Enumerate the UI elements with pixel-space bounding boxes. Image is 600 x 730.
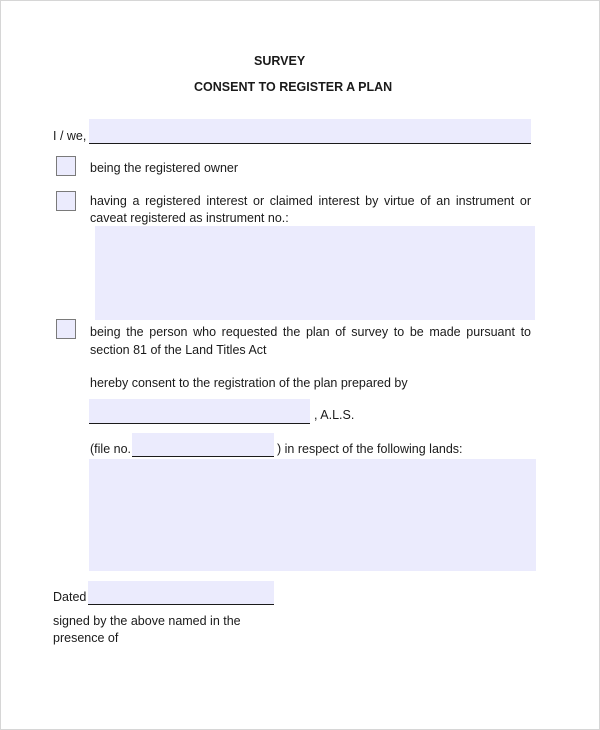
document-title: SURVEY	[254, 54, 306, 68]
surveyor-name-field[interactable]	[89, 399, 310, 424]
registered-owner-label: being the registered owner	[90, 161, 239, 175]
survey-requester-label-line1: being the person who requested the plan of survey to be made pursuant to	[90, 325, 531, 339]
registered-interest-checkbox[interactable]	[56, 191, 76, 211]
instrument-number-field[interactable]	[95, 226, 535, 320]
registered-interest-label-line2: caveat registered as instrument no.:	[90, 211, 289, 225]
signed-label-line1: signed by the above named in the	[53, 614, 241, 628]
registered-interest-label-line1: having a registered interest or claimed interest by virtue of an instrument or	[90, 194, 531, 208]
name-label: I / we,	[53, 129, 87, 143]
survey-requester-label-line2: section 81 of the Land Titles Act	[90, 343, 267, 357]
registered-owner-checkbox[interactable]	[56, 156, 76, 176]
file-number-field[interactable]	[132, 433, 274, 457]
file-no-label: (file no.	[90, 442, 131, 456]
survey-requester-checkbox[interactable]	[56, 319, 76, 339]
document-subtitle: CONSENT TO REGISTER A PLAN	[194, 80, 393, 94]
lands-description-field[interactable]	[89, 459, 536, 571]
dated-label: Dated	[53, 590, 87, 604]
consent-statement: hereby consent to the registration of the plan prepared by	[90, 376, 408, 390]
name-field[interactable]	[89, 119, 531, 144]
date-field[interactable]	[88, 581, 274, 605]
signed-label-line2: presence of	[53, 631, 119, 645]
als-suffix: , A.L.S.	[314, 408, 355, 422]
lands-label: ) in respect of the following lands:	[277, 442, 463, 456]
